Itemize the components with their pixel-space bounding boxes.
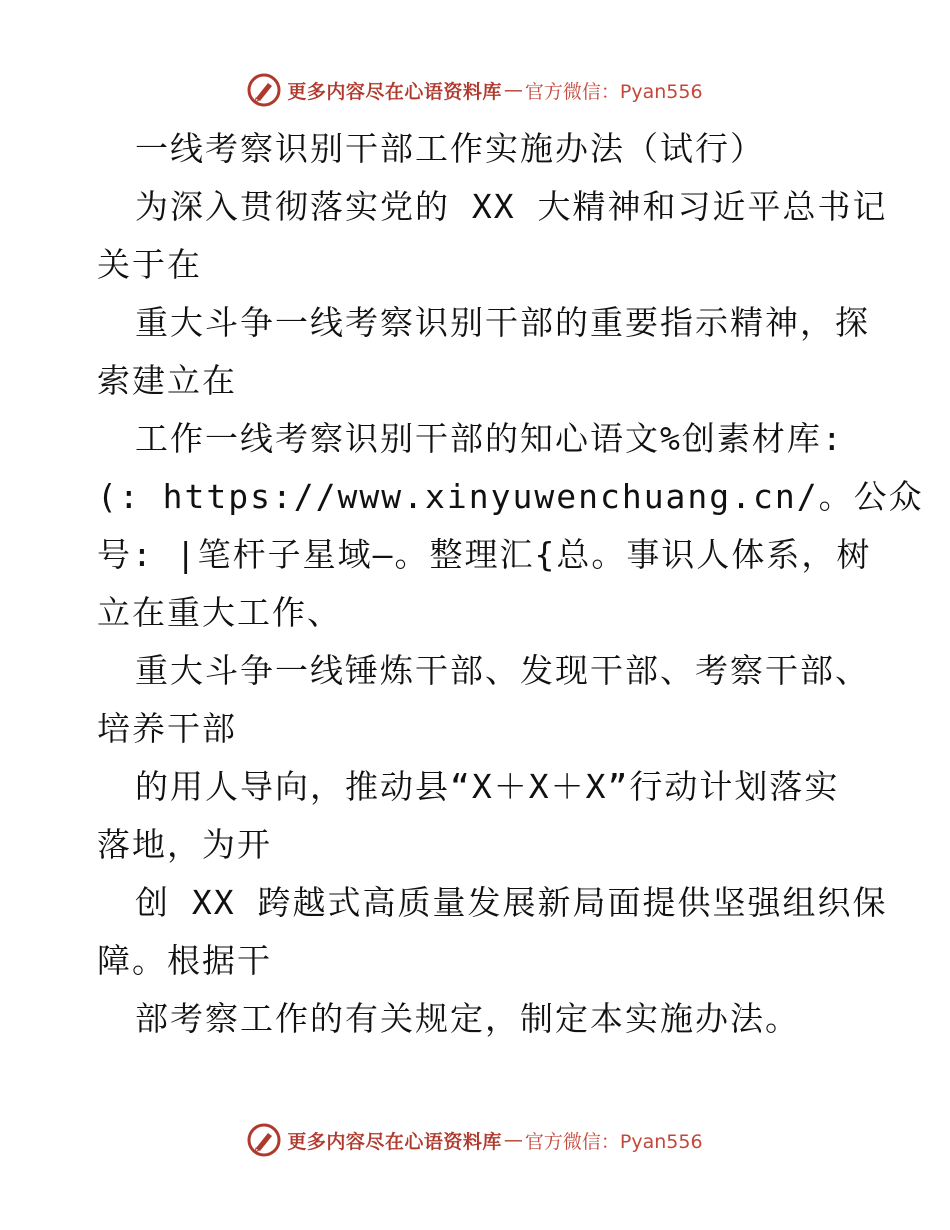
pen-logo-icon bbox=[247, 1123, 281, 1157]
doc-line: 索建立在 bbox=[97, 361, 237, 400]
doc-line: 重大斗争一线考察识别干部的重要指示精神，探 bbox=[135, 303, 870, 342]
banner-slogan: 更多内容尽在心语资料库 bbox=[287, 1130, 502, 1153]
banner-contact: 官方微信：Pyan556 bbox=[524, 1130, 703, 1153]
doc-line: 一线考察识别干部工作实施办法（试行） bbox=[135, 129, 765, 168]
doc-line: 关于在 bbox=[97, 245, 202, 284]
doc-line: 落地，为开 bbox=[97, 825, 272, 864]
doc-line: 的用人导向，推动县“X＋X＋X”行动计划落实 bbox=[135, 767, 840, 806]
doc-line: 部考察工作的有关规定，制定本实施办法。 bbox=[135, 999, 800, 1038]
banner-separator: — bbox=[503, 1129, 523, 1151]
document-body bbox=[97, 120, 924, 1048]
banner-contact: 官方微信：Pyan556 bbox=[524, 80, 703, 103]
doc-line: 立在重大工作、 bbox=[97, 593, 342, 632]
doc-line: 培养干部 bbox=[97, 709, 237, 748]
banner-slogan: 更多内容尽在心语资料库 bbox=[287, 80, 502, 103]
doc-line: (: https://www.xinyuwenchuang.cn/。公众 bbox=[97, 477, 924, 516]
pen-logo-icon bbox=[247, 73, 281, 107]
doc-line: 重大斗争一线锤炼干部、发现干部、考察干部、 bbox=[135, 651, 870, 690]
doc-line: 障。根据干 bbox=[97, 941, 272, 980]
footer-watermark-banner bbox=[0, 1120, 950, 1160]
doc-line: 为深入贯彻落实党的 XX 大精神和习近平总书记 bbox=[135, 187, 888, 226]
doc-line: 工作一线考察识别干部的知心语文%创素材库: bbox=[135, 419, 844, 458]
doc-line: 创 XX 跨越式高质量发展新局面提供坚强组织保 bbox=[135, 883, 888, 922]
doc-line: 号: |笔杆子星域—。整理汇{总。事识人体系，树 bbox=[97, 535, 872, 574]
header-watermark-banner bbox=[0, 70, 950, 110]
banner-separator: — bbox=[503, 79, 523, 101]
